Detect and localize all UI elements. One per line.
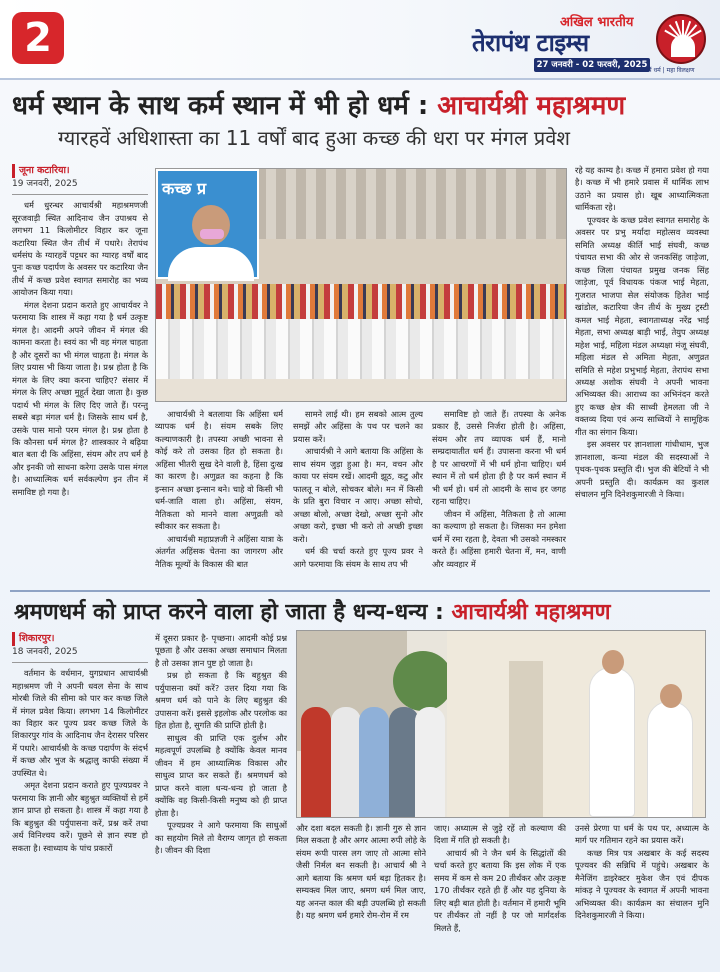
paragraph: वर्तमान के वर्धमान, युगप्रधान आचार्यश्री महाश्रमण जी ने अपनी धवल सेना के साथ मोरबी जिले की सीमा को पार कर कच्छ जिले में मंगल प्रवेश किया। लगभग 14 किलोमीटर का विहार कर पूज्य प्रवर कच्छ जिले के शिकारपुर गांव के आदिनाथ जैन देरासर परिसर में पधारे। आचार्यश्री के कच्छ पदार्पण के संदर्भ में कच्छ और भुज के श्रद्धालु काफी संख्या में उपस्थित थे।	[12, 668, 148, 778]
article2-column-4	[434, 822, 566, 968]
paragraph: जीवन में अहिंसा, नैतिकता है तो आत्मा का कल्याण हो सकता है। जिसका मन हमेशा धर्म में रमा रहता है, देवता भी उसको नमस्कार करते हैं। अहिंसा हमारी चेतना में, मन, वाणी और व्यवहार में	[432, 508, 566, 569]
paragraph: इस अवसर पर ज्ञानशाला गांधीधाम, भुज ज्ञानशाला, कन्या मंडल की सदस्याओं ने पृथक-पृथक प्रस्तुति दी। भुज की बेटियों ने भी अपनी प्रस्तुति दी। कार्यक्रम का कुशल संचालन मुनि दिनेशकुमारजी ने किया।	[575, 439, 709, 500]
paragraph: आचार्यश्री ने आगे बताया कि अहिंसा के साथ संयम जुड़ा हुआ है। मन, वचन और काया पर संयम रखें। आदमी झूठ, कटु और फालतू न बोले, सोचकर बोले। मन में किसी के प्रति बुरा विचार न आए। अच्छा सोचो, अच्छा बोलो, अच्छा देखो, अच्छा सुनो और अच्छा करो, इच्छा भी करो तो अच्छी इच्छा करो।	[293, 446, 423, 544]
paragraph: आचार्यश्री महाप्रज्ञजी ने अहिंसा यात्रा के अंतर्गत अहिंसक चेतना का जागरण और नैतिक मूल्यों के विकास की बात	[155, 533, 283, 569]
article2-column-1	[12, 632, 148, 968]
photo-banner-text: कच्छ प्र	[162, 179, 207, 198]
article1-column-4	[432, 408, 566, 584]
paragraph: सामने लाई थी। हम सबको आत्म तुल्य समझें और अहिंसा के पथ पर चलने का प्रयास करें।	[293, 409, 423, 444]
paragraph: आचार्यश्री ने बतलाया कि अहिंसा धर्म व्यापक धर्म है। संयम सबके लिए कल्याणकारी है। तपस्या अच्छी भावना से कोई करे तो उसका हित हो सकता है। अहिंसा भीतरी सुख देने वाली है, हिंसा दुःख का कारण है। अणुव्रत का कहना है कि इन्सान अच्छा इन्सान बने। चाहे वो किसी भी धर्म-जाति वाला हो। अहिंसा, संयम, नैतिकता को मानने वाला अणुव्रती को स्वीकार कर सकता है।	[155, 409, 283, 532]
acharya-inset-photo	[156, 169, 259, 279]
paragraph: आचार्य श्री ने जैन धर्म के सिद्धांतों की चर्चा करते हुए बताया कि इस लोक में एक समय में कम से कम 20 तीर्थंकर और उत्कृष्ट 170 तीर्थंकर रहते ही हैं और यह दुनिया के लिए बड़ी बात होती है। वर्तमान में हमारी भूमि पर तीर्थंकर तो नहीं है पर जो मार्गदर्शक मिलते हैं,	[434, 847, 566, 933]
dateline-place: जूना कटारिया।	[12, 164, 148, 178]
masthead-tagline: अखिल भारतीय	[560, 15, 634, 30]
paragraph: में दूसरा प्रकार है- पृच्छना। आदमी कोई प्रश्न पूछता है और उसका अच्छा समाधान मिलता है तो उसका ज्ञान पुष्ट हो जाता है।	[155, 633, 287, 668]
paragraph: रहे यह काम्य है। कच्छ में हमारा प्रवेश हो गया है। कच्छ में भी हमारे प्रवास में धार्मिक लाभ उठाने का प्रयास हो। खूब आध्यात्मिकता धार्मिकता रहे।	[575, 165, 709, 213]
dateline-place: शिकारपुर।	[12, 632, 148, 646]
article2-column-2	[155, 632, 287, 968]
article2-photo	[296, 630, 706, 818]
paragraph: साधुत्व की प्राप्ति एक दुर्लभ और महत्वपूर्ण उपलब्धि है क्योंकि केवल मानव जीवन में हम आध्यात्मिक विकास और साधुत्व प्राप्त कर सकते हैं। श्रमणधर्म को प्राप्त करने वाला धन्य-धन्य हो जाता है क्योंकि वह किसी-किसी मनुष्य को ही प्राप्त होता है।	[155, 732, 287, 818]
paragraph: अमृत देशना प्रदान कराते हुए पूज्यप्रवर ने फरमाया कि ज्ञानी और बहुश्रुत व्यक्तियों से हमें ज्ञान प्राप्त हो सकता है। शास्त्र में कहा गया है कि बहुश्रुत की पर्युपासना करें, प्रश्न करें तथा अर्थ विनिश्चय करें। पूछने से ज्ञान स्पष्ट हो सकता है। स्वाध्याय के पांच प्रकारों	[12, 780, 148, 853]
dateline-date: 18 जनवरी, 2025	[12, 646, 148, 663]
newspaper-title: तेरापंथ टाइम्स	[472, 29, 589, 57]
page-number: 2	[12, 12, 64, 64]
article1-headline: धर्म स्थान के साथ कर्म स्थान में भी हो धर्म : आचार्यश्री महाश्रमण	[12, 91, 626, 121]
article2-column-3	[296, 822, 426, 968]
logo-caption: मैं धर्म | महा विलक्षण	[648, 67, 695, 74]
paragraph: समाविष्ट हो जाते हैं। तपस्या के अनेक प्रकार हैं, उससे निर्जरा होती है। अहिंसा, संयम और तप व्यापक धर्म हैं, मानो सम्प्रदायातीत धर्म हैं। उपासना करना भी धर्म है पर आचरणों में भी धर्म होना चाहिए। धर्म स्थान में तो धर्म होता ही है पर कर्म स्थान में भी धर्म हो। धर्म तो आदमी के साथ हर जगह रहना चाहिए।	[432, 409, 566, 507]
article1-column-5	[575, 164, 709, 584]
terapanth-logo-icon	[656, 14, 706, 64]
dateline-date: 19 जनवरी, 2025	[12, 178, 148, 195]
article1-subheadline: ग्यारहवें अधिशास्ता का 11 वर्षों बाद हुआ कच्छ की धरा पर मंगल प्रवेश	[58, 126, 570, 150]
paragraph: धर्म धुरन्धर आचार्यश्री महाश्रमणजी सूरजवाड़ी स्थित आदिनाथ जैन उपाश्रय से लगभग 11 किलोमीटर विहार कर जूना कटारिया स्थित जैन तीर्थ में पधारे। तेरापंथ धर्मसंघ के ग्यारहवें पट्टधर का ग्यारह वर्षों बाद पुनः कच्छ पदार्पण के अवसर पर कटारिया जैन तीर्थ में कच्छ प्रवेश स्वागत समारोह का भव्य आयोजन किया गया।	[12, 200, 148, 298]
paragraph: प्रश्न हो सकता है कि बहुश्रुत की पर्युपासना क्यों करें? उत्तर दिया गया कि श्रमण धर्म को पाने के लिए बहुश्रुत की उपासना करें। इससे इहलोक और परलोक का हित होता है, सुगति की प्राप्ति होती है।	[155, 670, 287, 731]
paragraph: उनसे प्रेरणा पा धर्म के पथ पर, अध्यात्म के मार्ग पर गतिमान रहने का प्रयास करें।	[575, 823, 709, 846]
paragraph: पूज्यवर के कच्छ प्रवेश स्वागत समारोह के अवसर पर प्रभु मर्यादा महोत्सव व्यवस्था समिति अध्यक्ष कीर्ति भाई संघवी, कच्छ पंचायत सभा की ओर से जनकसिंह जाड़ेजा, कच्छ जिला पंचायत प्रमुख जनक सिंह जाड़ेजा, पूर्व विधायक पंकज भाई मेहता, गुजरात भाजपा सेल संयोजक हितेश भाई खांडोल, कटारिया जैन तीर्थ के मुख्य ट्रस्टी कमल भाई मेहता, स्वागताध्यक्ष नरेंद्र भाई मेहता, सभा अध्यक्ष बाड़ी भाई, तेयुप अध्यक्ष महेश भाई, महिला मंडल अध्यक्षा मंजू संघवी, महिला मंडल से अमिता मेहता, अणुव्रत समिति से महेश प्रभुभाई मेहता, तेरापंथ सभा अध्यक्ष अशोक संघवी ने अपनी भावना अभिव्यक्त की। आराध्य का अभिनंदन करते हुए कच्छ क्षेत्र की साध्वी हेमलता जी ने वक्तव्य दिया एवं अन्य साध्वियों ने सामूहिक गीत का संगान किया।	[575, 214, 709, 437]
paragraph: और दशा बदल सकती है। ज्ञानी गुरु से ज्ञान मिल सकता है और अगर आत्मा रुपी लोहे के संयम रूपी पारस लग जाए तो आत्मा सोने जैसी निर्मल बन सकती है। आचार्य श्री ने आगे बताया कि श्रमण धर्म बड़ा हितकर है। सम्यक्त्व मिल जाए, श्रमण धर्म मिल जाए, यह अनन्त काल की बड़ी उपलब्धि हो सकती है। यह श्रमण धर्म हमारे रोम-रोम में रम	[296, 823, 426, 921]
paragraph: मंगल देशना प्रदान कराते हुए आचार्यवर ने फरमाया कि शास्त्र में कहा गया है धर्म उत्कृष्ट मंगल है। आदमी अपने जीवन में मंगल की कामना करता है। स्वयं का भी वह मंगल चाहता है और दूसरों का भी मंगल चाहता है। मंगल के लिए प्रयास भी किया जाता है। प्रश्न होता है कि मंगल के लिए क्या करना चाहिए? संसार में मंगल के लिए अच्छा मुहूर्त देखा जाता है। कुछ पदार्थ भी मंगल के लिए दिए जाते हैं। परन्तु सबसे बड़ा मंगल धर्म है। जिसके साथ धर्म है, उसके पास मानो परम मंगल है। प्रश्न होता है कि कौनसा धर्म मंगल है? शास्त्रकार ने बढ़िया बात बता दी कि अहिंसा, संयम और तप धर्म है और इनकी जो साधना करेगा उसके पास मंगल है। आध्यात्मिक धर्म सर्वकल्पेण इन तीन में समाविष्ट हो गया है।	[12, 299, 148, 497]
article1-photo	[155, 168, 567, 402]
article2-headline: श्रमणधर्म को प्राप्त करने वाला हो जाता है धन्य-धन्य : आचार्यश्री महाश्रमण	[14, 600, 611, 625]
paragraph: कच्छ मित्र पत्र अखबार के कई सदस्य पूज्यवर की सन्निधि में पहुंचे। अखबार के मैनेजिंग डाइरेक्टर मुकेश जैन एवं दीपक मांकड़ ने पूज्यवर के स्वागत में अपनी भावना अभिव्यक्त की। कार्यक्रम का संचालन मुनि दिनेशकुमारजी ने किया।	[575, 847, 709, 921]
paragraph: धर्म की चर्चा करते हुए पूज्य प्रवर ने आगे फरमाया कि संयम के साथ तप भी	[293, 546, 423, 569]
paragraph: पूज्यप्रवर ने आगे फरमाया कि साधुओं का सहयोग मिले तो वैराग्य जागृत हो सकता है। जीवन की दिशा	[155, 820, 287, 855]
masthead	[0, 0, 720, 80]
issue-date: 27 जनवरी - 02 फरवरी, 2025	[534, 58, 650, 72]
article1-column-3	[293, 408, 423, 584]
article1-column-1	[12, 164, 148, 584]
article1-column-2	[155, 408, 283, 584]
article2-column-5	[575, 822, 709, 968]
paragraph: जाए। अध्यात्म से जुड़े रहें तो कल्याण की दिशा में गति हो सकती है।	[434, 823, 566, 846]
section-divider	[10, 590, 710, 592]
